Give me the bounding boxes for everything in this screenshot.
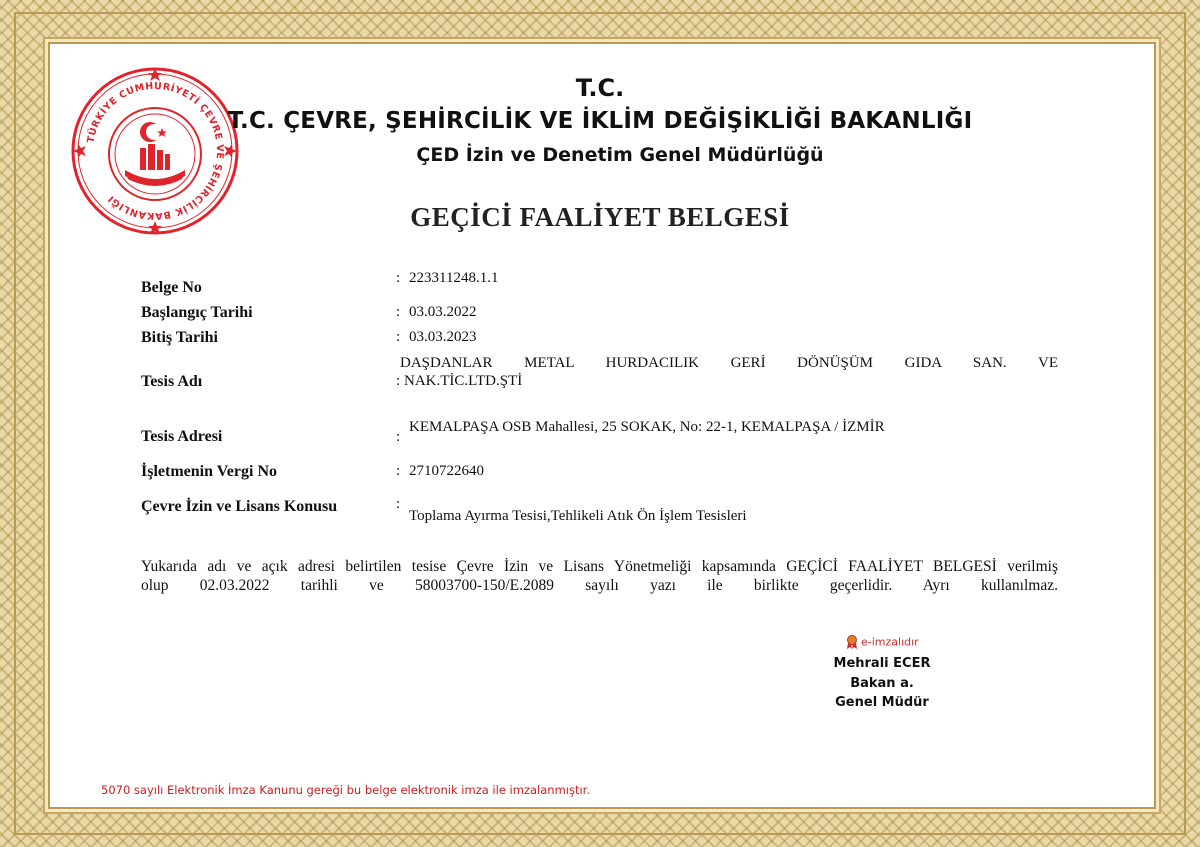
baslangic-label: Başlangıç Tarihi — [141, 304, 253, 321]
signer-name: Mehrali ECER — [833, 656, 931, 671]
paragraph-line2: olup 02.03.2022 tarihli ve 58003700-150/E.2089 sayılı yazı ile birlikte geçerlidir. Ayrı kullanılmaz. — [141, 577, 1058, 594]
colon: : — [396, 463, 401, 479]
tesis-adresi-value: KEMALPAŞA OSB Mahallesi, 25 SOKAK, No: 22-1, KEMALPAŞA / İZMİR — [409, 419, 885, 435]
colon: : — [396, 373, 401, 389]
colon: : — [396, 270, 401, 286]
colon: : — [396, 429, 401, 445]
seal-text: TÜRKİYE CUMHURİYETİ ÇEVRE VE ŞEHİRCİLİK BAKANLIĞI — [85, 80, 226, 222]
e-signature-text: e-imzalıdır — [861, 635, 919, 649]
header-ministry: T.C. ÇEVRE, ŞEHİRCİLİK VE İKLİM DEĞİŞİKLİĞİ BAKANLIĞI — [227, 108, 973, 134]
signer-role2: Genel Müdür — [835, 695, 929, 710]
header-directorate: ÇED İzin ve Denetim Genel Müdürlüğü — [416, 144, 824, 166]
tesis-adi-value-line2: NAK.TİC.LTD.ŞTİ — [404, 373, 523, 389]
baslangic-value: 03.03.2022 — [409, 304, 477, 320]
colon: : — [396, 304, 401, 320]
colon: : — [396, 329, 401, 345]
tesis-adi-value-line1: DAŞDANLAR METAL HURDACILIK GERİ DÖNÜŞÜM GIDA SAN. VE — [400, 355, 1058, 371]
bitis-value: 03.03.2023 — [409, 329, 477, 345]
header-tc: T.C. — [575, 74, 625, 102]
bitis-label: Bitiş Tarihi — [141, 329, 218, 346]
ribbon-icon — [846, 635, 858, 650]
belge-no-label: Belge No — [141, 279, 202, 296]
signer-role1: Bakan a. — [850, 676, 914, 691]
konu-value: Toplama Ayırma Tesisi,Tehlikeli Atık Ön İşlem Tesisleri — [409, 508, 747, 524]
konu-label: Çevre İzin ve Lisans Konusu — [141, 498, 338, 515]
belge-no-value: 223311248.1.1 — [409, 270, 499, 286]
document-title: GEÇİCİ FAALİYET BELGESİ — [410, 202, 790, 232]
paragraph-line1: Yukarıda adı ve açık adresi belirtilen tesise Çevre İzin ve Lisans Yönetmeliği kapsamında GEÇİCİ FAALİYET BELGESİ verilmiş — [141, 558, 1058, 575]
colon: : — [396, 496, 401, 512]
e-signature-badge — [846, 635, 919, 650]
vergi-no-value: 2710722640 — [409, 463, 484, 479]
validity-paragraph — [141, 557, 1058, 595]
e-signature-law-note: 5070 sayılı Elektronik İmza Kanunu gereği bu belge elektronik imza ile imzalanmıştır. — [101, 783, 590, 797]
tesis-adi-label: Tesis Adı — [141, 373, 203, 390]
tesis-adresi-label: Tesis Adresi — [141, 428, 223, 445]
vergi-no-label: İşletmenin Vergi No — [141, 463, 277, 480]
